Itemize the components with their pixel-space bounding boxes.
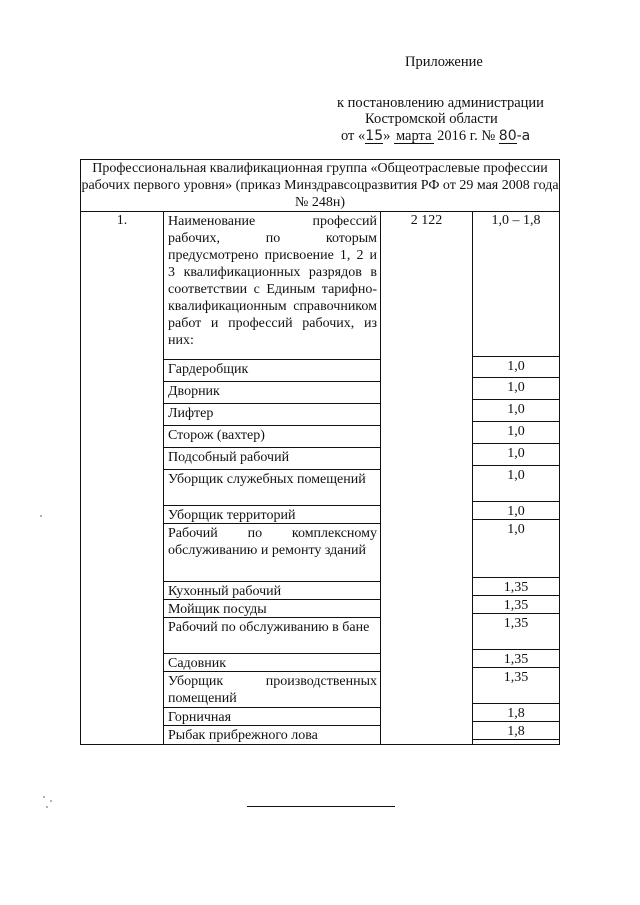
item-coef: 1,8 bbox=[473, 722, 559, 740]
coef-range: 1,0 – 1,8 bbox=[491, 213, 541, 228]
item-name: Мойщик посуды bbox=[164, 600, 380, 618]
item-name: Рыбак прибрежного лова bbox=[168, 728, 318, 743]
item-coef: 1,35 bbox=[473, 650, 559, 668]
table-title bbox=[81, 160, 560, 212]
coef-column bbox=[473, 212, 560, 745]
item-name: Уборщик территорий bbox=[164, 506, 380, 524]
item-coef: 1,35 bbox=[473, 596, 559, 614]
decree-number-suffix: -а bbox=[516, 128, 531, 144]
item-name: Подсобный рабочий bbox=[164, 448, 380, 470]
scan-speck bbox=[43, 796, 45, 798]
item-coef: 1,0 bbox=[473, 378, 559, 400]
item-coef: 1,8 bbox=[473, 704, 559, 722]
item-name: Горничная bbox=[164, 708, 380, 726]
item-name: Садовник bbox=[164, 654, 380, 672]
appendix-title: Приложение bbox=[405, 54, 483, 70]
header-line-2: Костромской области bbox=[365, 111, 498, 127]
date-year: 2016 г. № bbox=[437, 128, 496, 144]
table-title-text: Профессиональная квалификационная группа «Общеотраслевые профессии рабочих первого уровня» (приказ Минздравсоцразвития РФ от 29 мая 2008 года № 248н) bbox=[81, 161, 559, 210]
date-day: 15 bbox=[365, 128, 384, 144]
item-name: Гардеробщик bbox=[164, 360, 380, 382]
decree-number: 80 bbox=[498, 128, 517, 144]
decree-date-line bbox=[341, 128, 530, 145]
date-month: марта bbox=[395, 128, 432, 144]
item-coef: 1,35 bbox=[473, 668, 559, 704]
names-column bbox=[164, 212, 381, 745]
item-name: Уборщик производственных помещений bbox=[164, 672, 380, 708]
item-coef: 1,35 bbox=[473, 578, 559, 596]
item-coef: 1,0 bbox=[473, 400, 559, 422]
item-coef: 1,0 bbox=[473, 444, 559, 466]
intro-text: Наименование профессий рабочих, по которым предусмотрено присвоение 1, 2 и 3 квалификационных разрядов в соответствии с Единым тарифно-квалификационным справочником работ и профессий рабочих, из них: bbox=[164, 212, 380, 360]
item-coef: 1,0 bbox=[473, 520, 559, 578]
scan-speck bbox=[40, 515, 42, 517]
date-mid: » bbox=[383, 128, 391, 144]
item-coef: 1,35 bbox=[473, 614, 559, 650]
item-coef: 1,0 bbox=[473, 502, 559, 520]
header-line-1: к постановлению администрации bbox=[337, 95, 544, 111]
item-name: Рабочий по комплексному обслуживанию и ремонту зданий bbox=[164, 524, 380, 582]
item-coef: 1,0 bbox=[473, 356, 559, 378]
item-name: Лифтер bbox=[164, 404, 380, 426]
item-name: Сторож (вахтер) bbox=[164, 426, 380, 448]
row-number: 1. bbox=[81, 212, 164, 745]
item-name: Кухонный рабочий bbox=[164, 582, 380, 600]
date-prefix: от « bbox=[341, 128, 366, 144]
item-name: Рабочий по обслуживанию в бане bbox=[164, 618, 380, 654]
scan-speck bbox=[46, 806, 48, 808]
item-coef: 1,0 bbox=[473, 422, 559, 444]
scan-speck bbox=[50, 800, 52, 802]
qualification-table bbox=[80, 159, 560, 745]
item-name: Дворник bbox=[164, 382, 380, 404]
signature-line bbox=[247, 806, 395, 807]
item-name: Уборщик служебных помещений bbox=[164, 470, 380, 506]
item-coef: 1,0 bbox=[473, 466, 559, 502]
qualification-code: 2 122 bbox=[381, 212, 473, 745]
